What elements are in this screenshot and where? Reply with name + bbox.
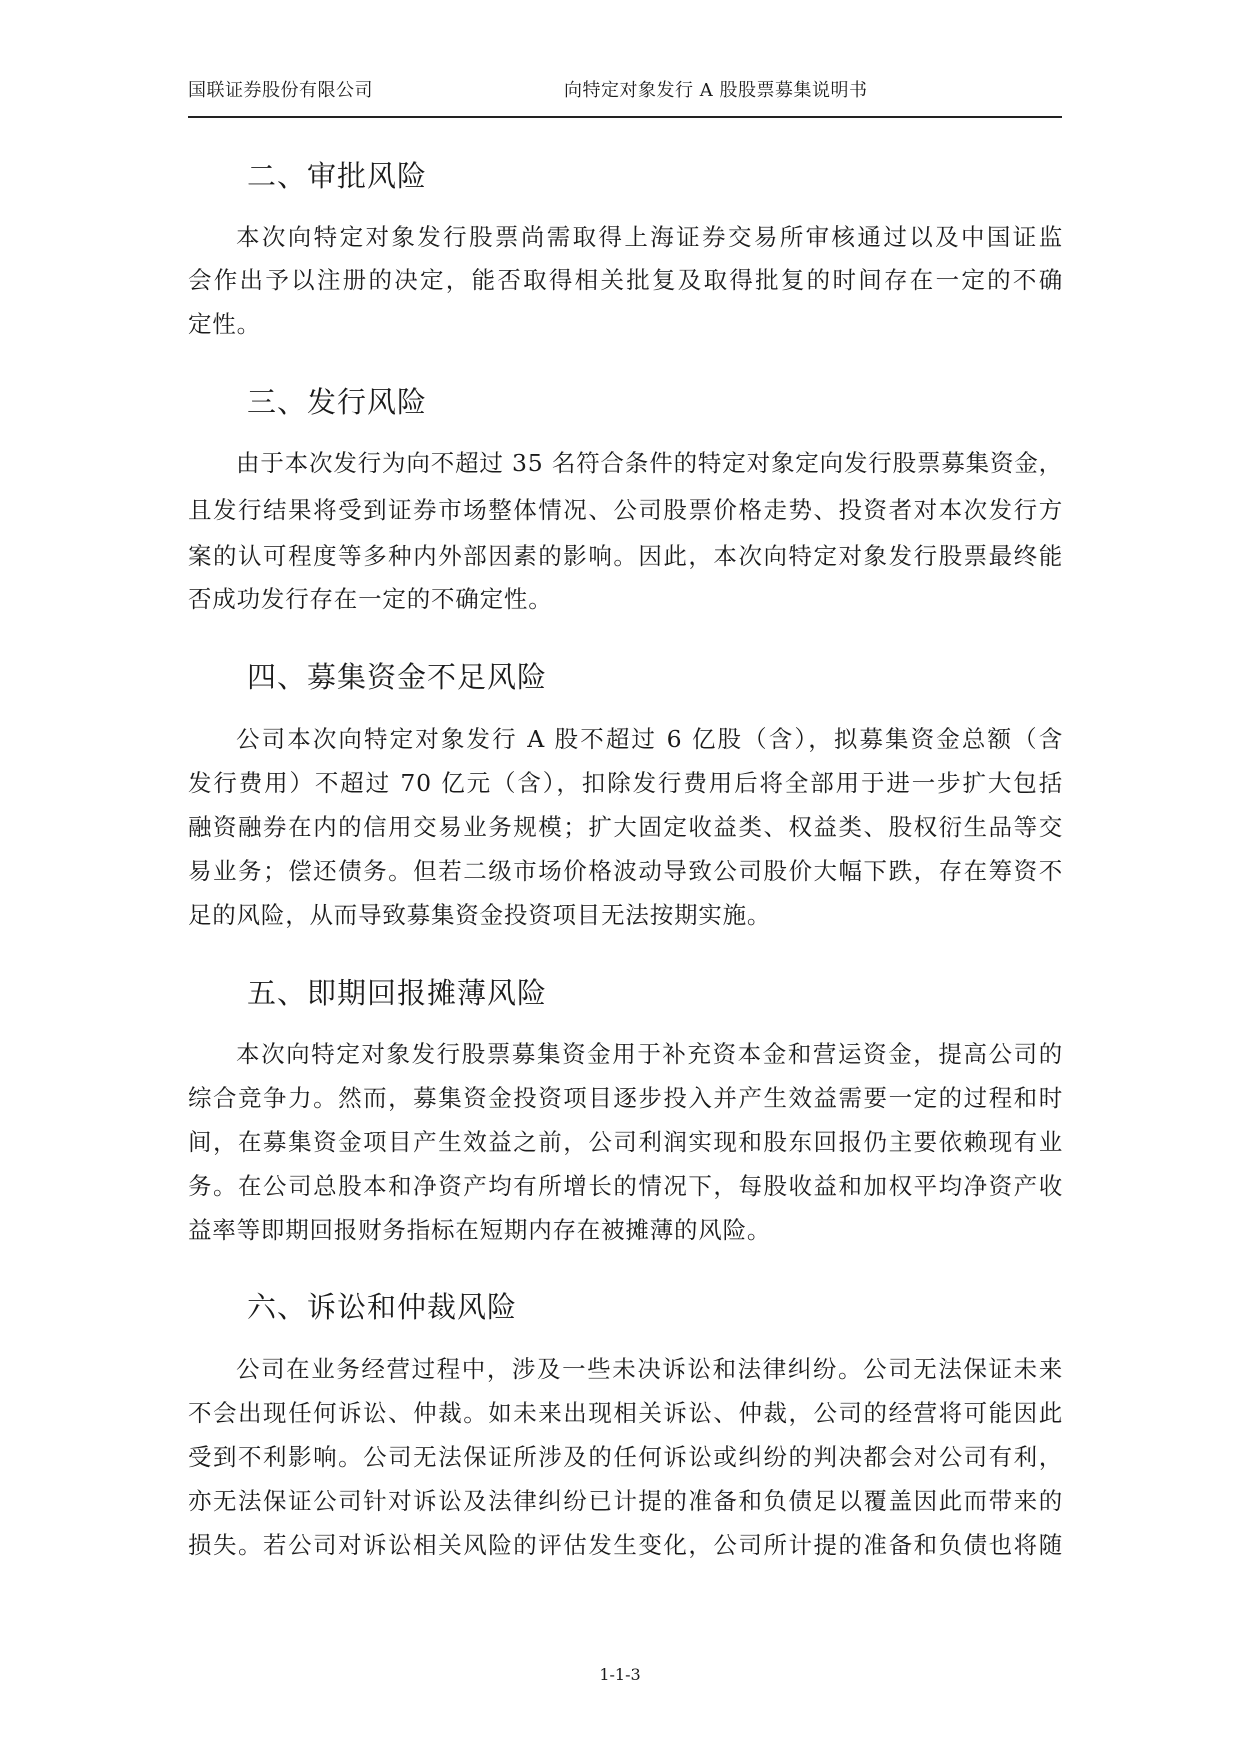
paragraph-line: 综合竞争力。然而，募集资金投资项目逐步投入并产生效益需要一定的过程和时 — [188, 1084, 1063, 1112]
section-title-insufficient-funds-risk: 四、募集资金不足风险 — [247, 660, 548, 694]
section-title-issuance-risk: 三、发行风险 — [247, 385, 428, 419]
paragraph-line: 由于本次发行为向不超过 35 名符合条件的特定对象定向发行股票募集资金， — [236, 449, 1063, 477]
paragraph-line: 融资融券在内的信用交易业务规模；扩大固定收益类、权益类、股权衍生品等交 — [188, 813, 1063, 841]
paragraph-line: 足的风险，从而导致募集资金投资项目无法按期实施。 — [188, 901, 772, 929]
page-number: 1-1-3 — [599, 1665, 641, 1684]
paragraph-line: 易业务；偿还债务。但若二级市场价格波动导致公司股价大幅下跌，存在筹资不 — [188, 857, 1063, 885]
paragraph-line: 亦无法保证公司针对诉讼及法律纠纷已计提的准备和负债足以覆盖因此而带来的 — [188, 1487, 1063, 1515]
paragraph-line: 案的认可程度等多种内外部因素的影响。因此，本次向特定对象发行股票最终能 — [188, 542, 1063, 570]
paragraph-line: 定性。 — [188, 310, 261, 338]
paragraph-line: 间，在募集资金项目产生效益之前，公司利润实现和股东回报仍主要依赖现有业 — [188, 1128, 1063, 1156]
paragraph-line: 损失。若公司对诉讼相关风险的评估发生变化，公司所计提的准备和负债也将随 — [188, 1531, 1063, 1559]
header-company-name: 国联证券股份有限公司 — [188, 80, 373, 101]
paragraph-line: 益率等即期回报财务指标在短期内存在被摊薄的风险。 — [188, 1216, 772, 1244]
page-header — [188, 72, 1062, 118]
paragraph-line: 会作出予以注册的决定，能否取得相关批复及取得批复的时间存在一定的不确 — [188, 266, 1063, 294]
paragraph-line: 公司本次向特定对象发行 A 股不超过 6 亿股（含），拟募集资金总额（含 — [236, 725, 1063, 753]
paragraph-line: 发行费用）不超过 70 亿元（含），扣除发行费用后将全部用于进一步扩大包括 — [188, 769, 1063, 797]
paragraph-line: 本次向特定对象发行股票尚需取得上海证券交易所审核通过以及中国证监 — [236, 223, 1063, 251]
header-document-title: 向特定对象发行 A 股股票募集说明书 — [564, 80, 868, 101]
section-title-litigation-risk: 六、诉讼和仲裁风险 — [247, 1290, 518, 1324]
paragraph-line: 本次向特定对象发行股票募集资金用于补充资本金和营运资金，提高公司的 — [236, 1040, 1063, 1068]
paragraph-line: 且发行结果将受到证券市场整体情况、公司股票价格走势、投资者对本次发行方 — [188, 496, 1063, 524]
paragraph-line: 受到不利影响。公司无法保证所涉及的任何诉讼或纠纷的判决都会对公司有利， — [188, 1443, 1063, 1471]
section-title-approval-risk: 二、审批风险 — [247, 159, 428, 193]
paragraph-line: 否成功发行存在一定的不确定性。 — [188, 585, 553, 613]
paragraph-line: 公司在业务经营过程中，涉及一些未决诉讼和法律纠纷。公司无法保证未来 — [236, 1355, 1063, 1383]
paragraph-line: 不会出现任何诉讼、仲裁。如未来出现相关诉讼、仲裁，公司的经营将可能因此 — [188, 1399, 1063, 1427]
paragraph-line: 务。在公司总股本和净资产均有所增长的情况下，每股收益和加权平均净资产收 — [188, 1172, 1063, 1200]
section-title-dilution-risk: 五、即期回报摊薄风险 — [247, 976, 548, 1010]
